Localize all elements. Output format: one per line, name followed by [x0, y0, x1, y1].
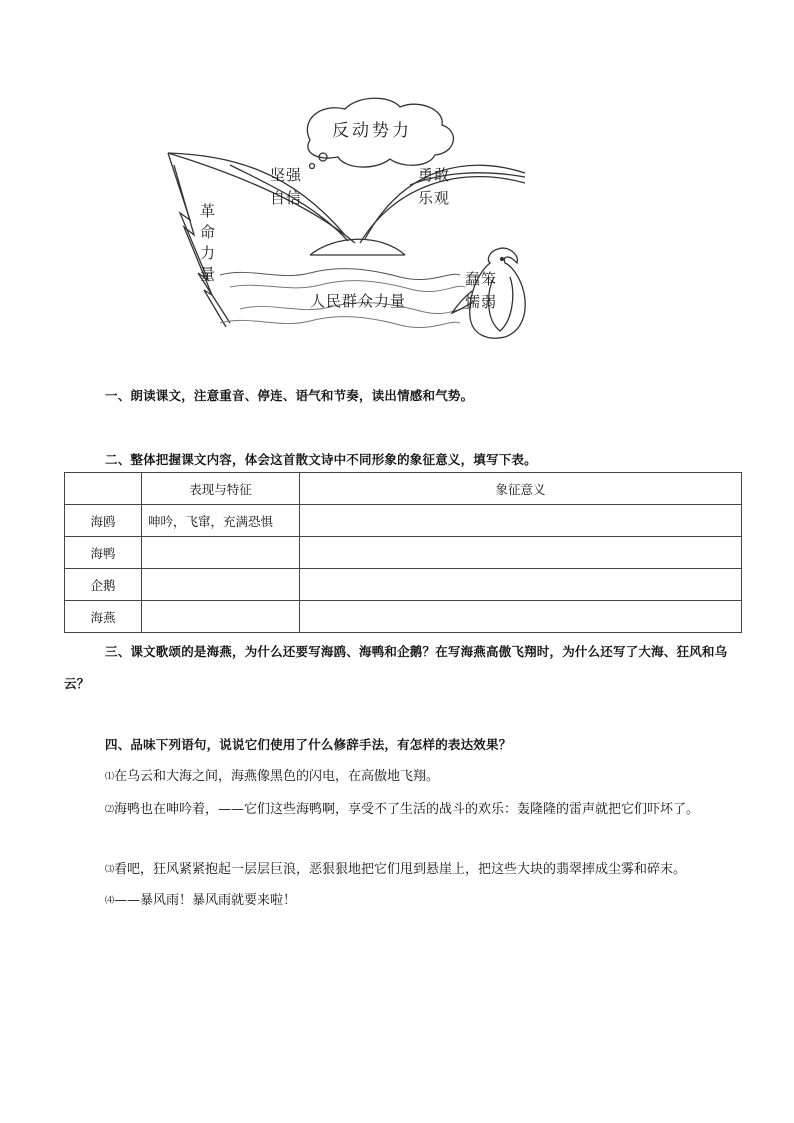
- penguin-eye: [501, 258, 504, 261]
- table-row: [65, 601, 742, 633]
- lightning-label-char: 力: [200, 244, 217, 262]
- right-wing-label-line1: 勇敢: [418, 166, 451, 184]
- sentence-number: ⑶: [105, 865, 115, 875]
- lightning-label-char: 革: [200, 202, 217, 220]
- sentence-number: ⑴: [105, 772, 115, 782]
- table-cell-name: 海鸥: [65, 505, 142, 537]
- table-header-cell: [65, 473, 142, 505]
- table-cell-name: 海鸭: [65, 537, 142, 569]
- left-wing-label-line2: 自信: [270, 189, 303, 207]
- table-cell-meaning[interactable]: [300, 537, 742, 569]
- sea-label: 人民群众力量: [310, 292, 407, 310]
- wave-1: [220, 269, 460, 280]
- sentence-text: 在乌云和大海之间，海燕像黑色的闪电，在高傲地飞翔。: [114, 769, 440, 784]
- sentence-3: [105, 855, 750, 885]
- table-row: [65, 569, 742, 601]
- sentence-number: ⑷: [105, 896, 115, 906]
- table-cell-name: 企鹅: [65, 569, 142, 601]
- left-wing: [168, 153, 355, 243]
- sentence-text: ——暴风雨！暴风雨就要来啦！: [114, 893, 297, 908]
- penguin-label-line2: 懦弱: [465, 293, 498, 311]
- table-header-cell: 象征意义: [300, 473, 742, 505]
- left-wing-label-line1: 坚强: [270, 166, 303, 184]
- penguin-label-line1: 蠢笨: [465, 270, 498, 288]
- wave-2: [230, 281, 465, 292]
- table-cell-feature[interactable]: [142, 537, 300, 569]
- table-cell-feature[interactable]: [142, 569, 300, 601]
- lightning-label: [200, 201, 218, 285]
- table-header-cell: 表现与特征: [142, 473, 300, 505]
- wave-4: [220, 317, 460, 328]
- question-4: 四、品味下列语句，说说它们使用了什么修辞手法，有怎样的表达效果？: [105, 737, 512, 752]
- table-cell-meaning[interactable]: [300, 601, 742, 633]
- cloud-label: 反动势力: [332, 121, 412, 141]
- table-row: [65, 537, 742, 569]
- petrel-symbol-diagram: [160, 95, 540, 345]
- table-cell-feature[interactable]: 呻吟，飞窜，充满恐惧: [142, 505, 300, 537]
- table-cell-meaning[interactable]: [300, 505, 742, 537]
- table-cell-feature[interactable]: [142, 601, 300, 633]
- sentence-text: 海鸭也在呻吟着，——它们这些海鸭啊，享受不了生活的战斗的欢乐：轰隆隆的雷声就把它们吓坏了。: [114, 802, 700, 817]
- cloud-bubble-2: [310, 164, 315, 169]
- sentence-text: 看吧，狂风紧紧抱起一层层巨浪，恶狠狠地把它们甩到悬崖上，把这些大块的翡翠摔成尘雾和碎末。: [114, 862, 687, 877]
- lightning-label-char: 命: [200, 223, 217, 241]
- bird-body: [310, 239, 405, 255]
- question-1: 一、朗读课文，注意重音、停连、语气和节奏，读出情感和气势。: [105, 388, 474, 403]
- table-cell-name: 海燕: [65, 601, 142, 633]
- sentence-4: [105, 886, 750, 916]
- table-row: [65, 505, 742, 537]
- table-cell-meaning[interactable]: [300, 569, 742, 601]
- right-wing-label-line2: 乐观: [418, 189, 451, 207]
- sentence-2: [105, 795, 730, 825]
- symbol-table: [64, 472, 742, 633]
- left-wing-lower: [168, 153, 345, 235]
- lightning-label-char: 量: [200, 265, 217, 283]
- question-3: 三、课文歌颂的是海燕，为什么还要写海鸥、海鸭和企鹅？在写海燕高傲飞翔时，为什么还写了大海、狂风和乌云？: [64, 644, 728, 691]
- sentence-number: ⑵: [105, 805, 115, 815]
- question-2: 二、整体把握课文内容，体会这首散文诗中不同形象的象征意义，填写下表。: [105, 452, 537, 467]
- sentence-1: [105, 762, 750, 792]
- table-header-row: [65, 473, 742, 505]
